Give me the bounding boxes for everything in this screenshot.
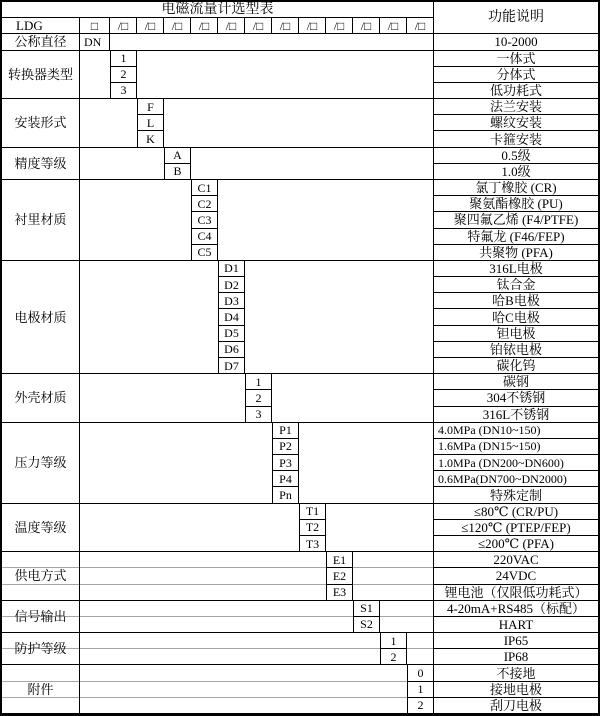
group-label-8: 温度等级 [2, 504, 80, 553]
code-cell: 1 [245, 374, 272, 390]
model-slot-box: /□ [272, 18, 299, 34]
description-cell: 4.0MPa (DN10~150) [434, 423, 598, 439]
group-label-5: 电极材质 [2, 261, 80, 374]
code-cell: P1 [272, 423, 299, 439]
empty-cell [407, 633, 434, 665]
group-label-11: 防护等级 [2, 633, 80, 665]
empty-cell [80, 148, 164, 180]
description-cell: 220VAC [434, 552, 598, 568]
code-cell: 1 [407, 682, 434, 698]
description-cell: 316L不锈钢 [434, 407, 598, 423]
empty-cell [80, 504, 299, 553]
code-cell: P4 [272, 471, 299, 487]
description-cell: 铂铱电极 [434, 342, 598, 358]
code-cell: B [164, 164, 191, 180]
code-cell: 0 [407, 665, 434, 681]
code-cell: Pn [272, 487, 299, 503]
description-cell: 分体式 [434, 67, 598, 83]
model-slot-box: /□ [353, 18, 380, 34]
code-cell: DN [80, 34, 110, 50]
description-cell: 一体式 [434, 51, 598, 67]
description-cell: 不接地 [434, 665, 598, 681]
description-cell: 接地电极 [434, 682, 598, 698]
code-cell: L [137, 115, 164, 131]
code-cell: 3 [245, 407, 272, 423]
description-cell: 4-20mA+RS485（标配） [434, 601, 598, 617]
code-cell: S2 [353, 617, 380, 633]
description-cell: 1.0级 [434, 164, 598, 180]
model-slot-box: /□ [218, 18, 245, 34]
model-slot-box: /□ [137, 18, 164, 34]
description-cell: 聚氨酯橡胶 (PU) [434, 196, 598, 212]
table-title: 电磁流量计选型表 [2, 2, 434, 18]
empty-cell [218, 180, 434, 261]
empty-cell [80, 180, 191, 261]
model-slot-box: /□ [191, 18, 218, 34]
description-cell: 10-2000 [434, 34, 598, 50]
description-cell: HART [434, 617, 598, 633]
empty-cell [80, 633, 380, 665]
code-cell: 2 [380, 649, 407, 665]
empty-cell [380, 601, 434, 633]
description-cell: 特氟龙 (F46/FEP) [434, 229, 598, 245]
description-cell: 1.6MPa (DN15~150) [434, 439, 598, 455]
group-label-9: 供电方式 [2, 552, 80, 601]
selection-table-grid [2, 2, 598, 714]
description-cell: 刮刀电极 [434, 698, 598, 714]
group-label-4: 衬里材质 [2, 180, 80, 261]
description-cell: 碳钢 [434, 374, 598, 390]
group-label-7: 压力等级 [2, 423, 80, 504]
description-cell: 碳化钨 [434, 358, 598, 374]
code-cell: 1 [380, 633, 407, 649]
description-cell: ≤120℃ (PTEP/FEP) [434, 520, 598, 536]
description-cell: 法兰安装 [434, 99, 598, 115]
empty-cell [80, 665, 407, 714]
empty-cell [80, 99, 137, 148]
description-cell: 1.0MPa (DN200~DN600) [434, 455, 598, 471]
group-label-0: 公称直径 [2, 34, 80, 50]
code-cell: 1 [110, 51, 137, 67]
description-cell: 0.6MPa(DN700~DN2000) [434, 471, 598, 487]
code-cell: T1 [299, 504, 326, 520]
model-slot-box: /□ [299, 18, 326, 34]
code-cell: 2 [407, 698, 434, 714]
group-label-6: 外壳材质 [2, 374, 80, 423]
empty-cell [164, 99, 434, 148]
description-cell: IP68 [434, 649, 598, 665]
code-cell: S1 [353, 601, 380, 617]
group-label-1: 转换器类型 [2, 51, 80, 100]
empty-cell [191, 148, 434, 180]
empty-cell [299, 423, 434, 504]
code-cell: E2 [326, 568, 353, 584]
empty-cell [353, 552, 434, 601]
code-cell: D5 [218, 326, 245, 342]
model-prefix: LDG [2, 18, 80, 34]
description-cell: 哈C电极 [434, 309, 598, 325]
empty-cell [326, 504, 434, 553]
description-cell: IP65 [434, 633, 598, 649]
code-cell: C5 [191, 245, 218, 261]
model-slot-box: /□ [110, 18, 137, 34]
empty-cell [110, 34, 434, 50]
empty-cell [80, 423, 272, 504]
model-base-box: □ [80, 18, 110, 34]
description-cell: 钛合金 [434, 277, 598, 293]
empty-cell [245, 261, 434, 374]
code-cell: C2 [191, 196, 218, 212]
description-cell: ≤200℃ (PFA) [434, 536, 598, 552]
empty-cell [80, 51, 110, 100]
code-cell: 2 [110, 67, 137, 83]
code-cell: D4 [218, 309, 245, 325]
code-cell: C3 [191, 212, 218, 228]
code-cell: D2 [218, 277, 245, 293]
description-cell: 锂电池（仅限低功耗式） [434, 585, 598, 601]
description-cell: 氯丁橡胶 (CR) [434, 180, 598, 196]
code-cell: T2 [299, 520, 326, 536]
code-cell: T3 [299, 536, 326, 552]
code-cell: C1 [191, 180, 218, 196]
description-cell: 卡箍安装 [434, 131, 598, 147]
empty-cell [80, 601, 353, 633]
description-cell: 钽电极 [434, 326, 598, 342]
description-cell: ≤80℃ (CR/PU) [434, 504, 598, 520]
function-column-header: 功能说明 [434, 2, 598, 34]
description-cell: 0.5级 [434, 148, 598, 164]
empty-cell [272, 374, 434, 423]
model-slot-box: /□ [164, 18, 191, 34]
code-cell: A [164, 148, 191, 164]
code-cell: P3 [272, 455, 299, 471]
description-cell: 共聚物 (PFA) [434, 245, 598, 261]
group-label-10: 信号输出 [2, 601, 80, 633]
description-cell: 聚四氟乙烯 (F4/PTFE) [434, 212, 598, 228]
description-cell: 304不锈钢 [434, 390, 598, 406]
code-cell: D3 [218, 293, 245, 309]
code-cell: P2 [272, 439, 299, 455]
code-cell: D6 [218, 342, 245, 358]
description-cell: 316L电极 [434, 261, 598, 277]
group-label-2: 安装形式 [2, 99, 80, 148]
description-cell: 24VDC [434, 568, 598, 584]
description-cell: 螺纹安装 [434, 115, 598, 131]
empty-cell [80, 374, 245, 423]
group-label-3: 精度等级 [2, 148, 80, 180]
model-slot-box: /□ [407, 18, 434, 34]
code-cell: 2 [245, 390, 272, 406]
code-cell: E3 [326, 585, 353, 601]
code-cell: K [137, 131, 164, 147]
code-cell: C4 [191, 229, 218, 245]
code-cell: D1 [218, 261, 245, 277]
description-cell: 特殊定制 [434, 487, 598, 503]
model-slot-box: /□ [326, 18, 353, 34]
model-slot-box: /□ [245, 18, 272, 34]
model-slot-box: /□ [380, 18, 407, 34]
description-cell: 低功耗式 [434, 83, 598, 99]
empty-cell [80, 552, 326, 601]
code-cell: F [137, 99, 164, 115]
code-cell: 3 [110, 83, 137, 99]
empty-cell [137, 51, 434, 100]
code-cell: E1 [326, 552, 353, 568]
code-cell: D7 [218, 358, 245, 374]
description-cell: 哈B电极 [434, 293, 598, 309]
group-label-12: 附件 [2, 665, 80, 714]
empty-cell [80, 261, 218, 374]
